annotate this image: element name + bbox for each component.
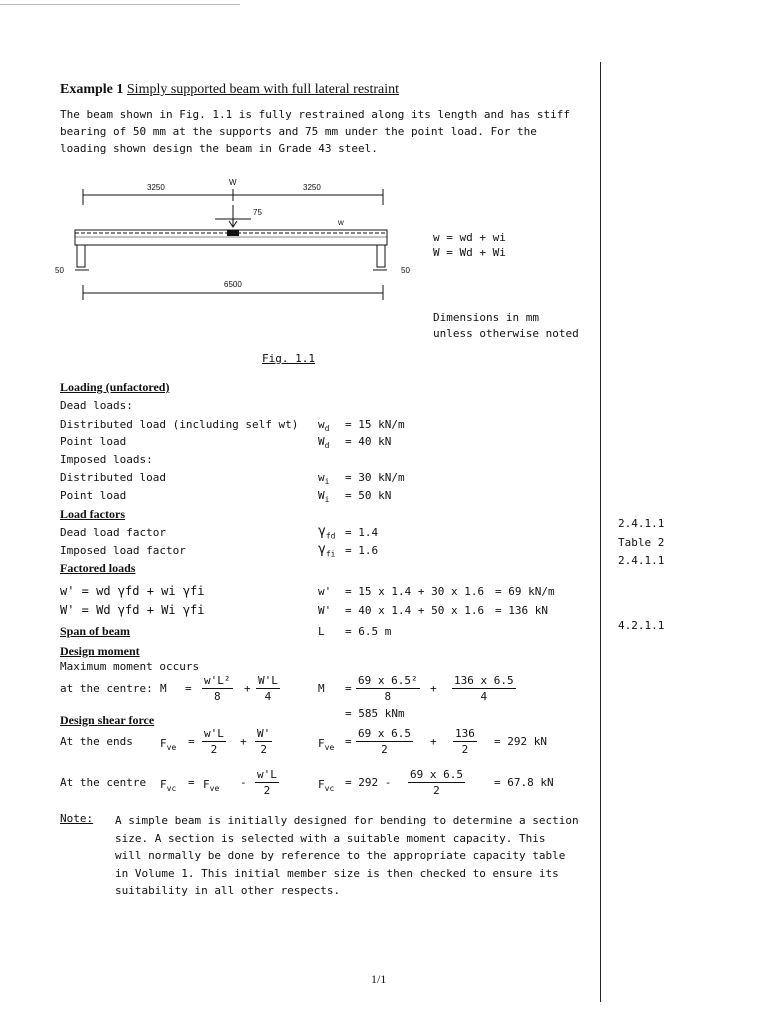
note-paragraph	[115, 812, 579, 900]
shear-centre-minus: -	[240, 776, 247, 789]
left-support	[77, 245, 85, 267]
moment-line: at the centre:	[60, 682, 153, 695]
moment-result: = 585 kNm	[345, 707, 405, 720]
shear-heading: Design shear force	[60, 713, 155, 727]
shear-centre-result-symbol: $F_{vc}$	[318, 778, 335, 794]
factor-row-symbol: $\gamma_{fi}$	[318, 542, 336, 559]
intro-line: The beam shown in Fig. 1.1 is fully restrained along its length and has stiff	[60, 108, 570, 121]
note-label: Note:	[60, 812, 94, 825]
factored-heading: Factored loads	[60, 561, 136, 575]
reference-clause: 2.4.1.1	[618, 554, 665, 567]
moment-line: Maximum moment occurs	[60, 660, 200, 673]
moment-fraction-udl: $\frac{\text{w'L²}}{8}$	[204, 674, 231, 703]
loading-row-value: = 30 kN/m	[345, 471, 405, 484]
factored-calc-point: = 40 x 1.4 + 50 x 1.6	[345, 604, 485, 617]
loading-row-label: Distributed load (including self wt)	[60, 418, 299, 431]
moment-symbol: M	[160, 682, 167, 695]
beam-figure	[55, 175, 425, 300]
span-label: 6500	[224, 280, 242, 289]
note-line: in Volume 1. This initial member size is then checked to ensure its	[115, 866, 559, 880]
shear-ends-equals: =	[188, 735, 195, 748]
moment-result-fraction-point: $\frac{136 x 6.5}{4}$	[454, 674, 514, 703]
intro-paragraph	[60, 106, 570, 157]
shear-ends-result-equals: =	[345, 735, 352, 748]
dimension-note-line: Dimensions in mm	[433, 311, 539, 324]
moment-equals: =	[185, 682, 192, 695]
shear-centre-equals: =	[188, 776, 195, 789]
shear-ends-result-plus: +	[430, 735, 437, 748]
factored-calc-udl: = 15 x 1.4 + 30 x 1.6	[345, 585, 485, 598]
loading-row-value: = 15 kN/m	[345, 418, 405, 431]
right-support	[377, 245, 385, 267]
load-label: W	[229, 178, 237, 187]
reference-table: Table 2	[618, 536, 665, 549]
load-definitions	[433, 230, 506, 260]
bearing-point-label: 75	[253, 208, 262, 217]
bearing-right-label: 50	[401, 266, 410, 275]
shear-centre-label: At the centre	[60, 776, 147, 789]
factor-row-symbol: $\gamma_{fd}$	[318, 524, 336, 541]
shear-centre-result-fraction: $\frac{69 x 6.5}{2}$	[410, 768, 463, 797]
reference-clause: 4.2.1.1	[618, 619, 665, 632]
loading-row-symbol: $W_i$	[318, 489, 330, 505]
shear-centre-rhs-symbol: $F_{ve}$	[203, 778, 220, 794]
loading-row-symbol: $w_d$	[318, 418, 330, 434]
dead-loads-heading: Dead loads:	[60, 399, 133, 412]
shear-centre-result: = 67.8 kN	[494, 776, 554, 789]
moment-plus: +	[244, 682, 251, 695]
moment-fraction-point: $\frac{W'L}{4}$	[258, 674, 278, 703]
factor-row-label: Imposed load factor	[60, 544, 186, 557]
factored-result-point: = 136 kN	[495, 604, 548, 617]
note-line: suitability in all other respects.	[115, 884, 341, 897]
top-rule	[0, 4, 240, 5]
shear-ends-label: At the ends	[60, 735, 133, 748]
shear-centre-result-lead: = 292 -	[345, 776, 392, 789]
dim-left-label: 3250	[147, 183, 165, 192]
imposed-loads-heading: Imposed loads:	[60, 453, 153, 466]
moment-heading: Design moment	[60, 644, 140, 658]
loading-row-value: = 40 kN	[345, 435, 392, 448]
loading-row-value: = 50 kN	[345, 489, 392, 502]
point-equation: W = Wd + Wi	[433, 246, 506, 259]
note-line: will normally be done by reference to the appropriate capacity table	[115, 849, 566, 862]
reference-clause: 2.4.1.1	[618, 517, 665, 530]
shear-centre-fraction: $\frac{w'L}{2}$	[257, 768, 277, 797]
margin-rule	[600, 62, 601, 1002]
shear-ends-result-symbol: $F_{ve}$	[318, 737, 335, 753]
example-heading	[60, 82, 399, 98]
factored-symbol-udl: w'	[318, 585, 332, 598]
dimension-note	[433, 310, 579, 342]
page-number: 1/1	[371, 972, 387, 986]
moment-result-fraction-udl: $\frac{\text{69 x 6.5²}}{8}$	[358, 674, 418, 703]
shear-ends-result-fraction-point: $\frac{136}{2}$	[455, 727, 475, 756]
dimension-note-line: unless otherwise noted	[433, 327, 579, 340]
moment-result-plus: +	[430, 682, 437, 695]
figure-caption: Fig. 1.1	[262, 352, 315, 365]
loading-row-label: Point load	[60, 435, 127, 448]
bearing-left-label: 50	[55, 266, 64, 275]
note-line: size. A section is selected with a suitable moment capacity. This	[115, 831, 546, 845]
loading-row-label: Point load	[60, 489, 127, 502]
loading-row-label: Distributed load	[60, 471, 166, 484]
udl-label: w	[338, 218, 344, 227]
shear-ends-fraction-udl: $\frac{w'L}{2}$	[204, 727, 224, 756]
loading-row-symbol: $W_d$	[318, 435, 330, 451]
shear-ends-fraction-point: $\frac{W'}{2}$	[257, 727, 271, 756]
example-title: Simply supported beam with full lateral restraint	[126, 82, 400, 97]
example-label: Example 1	[60, 82, 124, 97]
loading-heading: Loading (unfactored)	[60, 380, 170, 394]
factored-symbol-point: W'	[318, 604, 332, 617]
shear-ends-plus: +	[240, 735, 247, 748]
span-value: = 6.5 m	[345, 625, 392, 638]
factored-formula-point: W' = Wd γfd + Wi γfi	[60, 603, 205, 617]
load-factors-heading: Load factors	[60, 507, 125, 521]
loading-row-symbol: $w_i$	[318, 471, 330, 487]
factor-row-value: = 1.4	[345, 526, 379, 539]
factor-row-label: Dead load factor	[60, 526, 166, 539]
bearing-plate	[227, 230, 239, 236]
intro-line: loading shown design the beam in Grade 43 steel.	[60, 142, 378, 155]
moment-result-symbol: M	[318, 682, 325, 695]
span-heading: Span of beam	[60, 624, 131, 638]
moment-result-equals: =	[345, 682, 352, 695]
intro-line: bearing of 50 mm at the supports and 75 mm under the point load. For the	[60, 125, 537, 138]
shear-ends-result: = 292 kN	[494, 735, 547, 748]
shear-ends-result-fraction-udl: $\frac{69 x 6.5}{2}$	[358, 727, 411, 756]
factor-row-value: = 1.6	[345, 544, 379, 557]
span-symbol: L	[318, 625, 325, 638]
shear-ends-symbol: $F_{ve}$	[160, 737, 177, 753]
udl-equation: w = wd + wi	[433, 231, 506, 244]
factored-formula-udl: w' = wd γfd + wi γfi	[60, 584, 205, 598]
factored-result-udl: = 69 kN/m	[495, 585, 555, 598]
note-line: A simple beam is initially designed for bending to determine a section	[115, 814, 579, 827]
dim-right-label: 3250	[303, 183, 321, 192]
shear-centre-symbol: $F_{vc}$	[160, 778, 177, 794]
